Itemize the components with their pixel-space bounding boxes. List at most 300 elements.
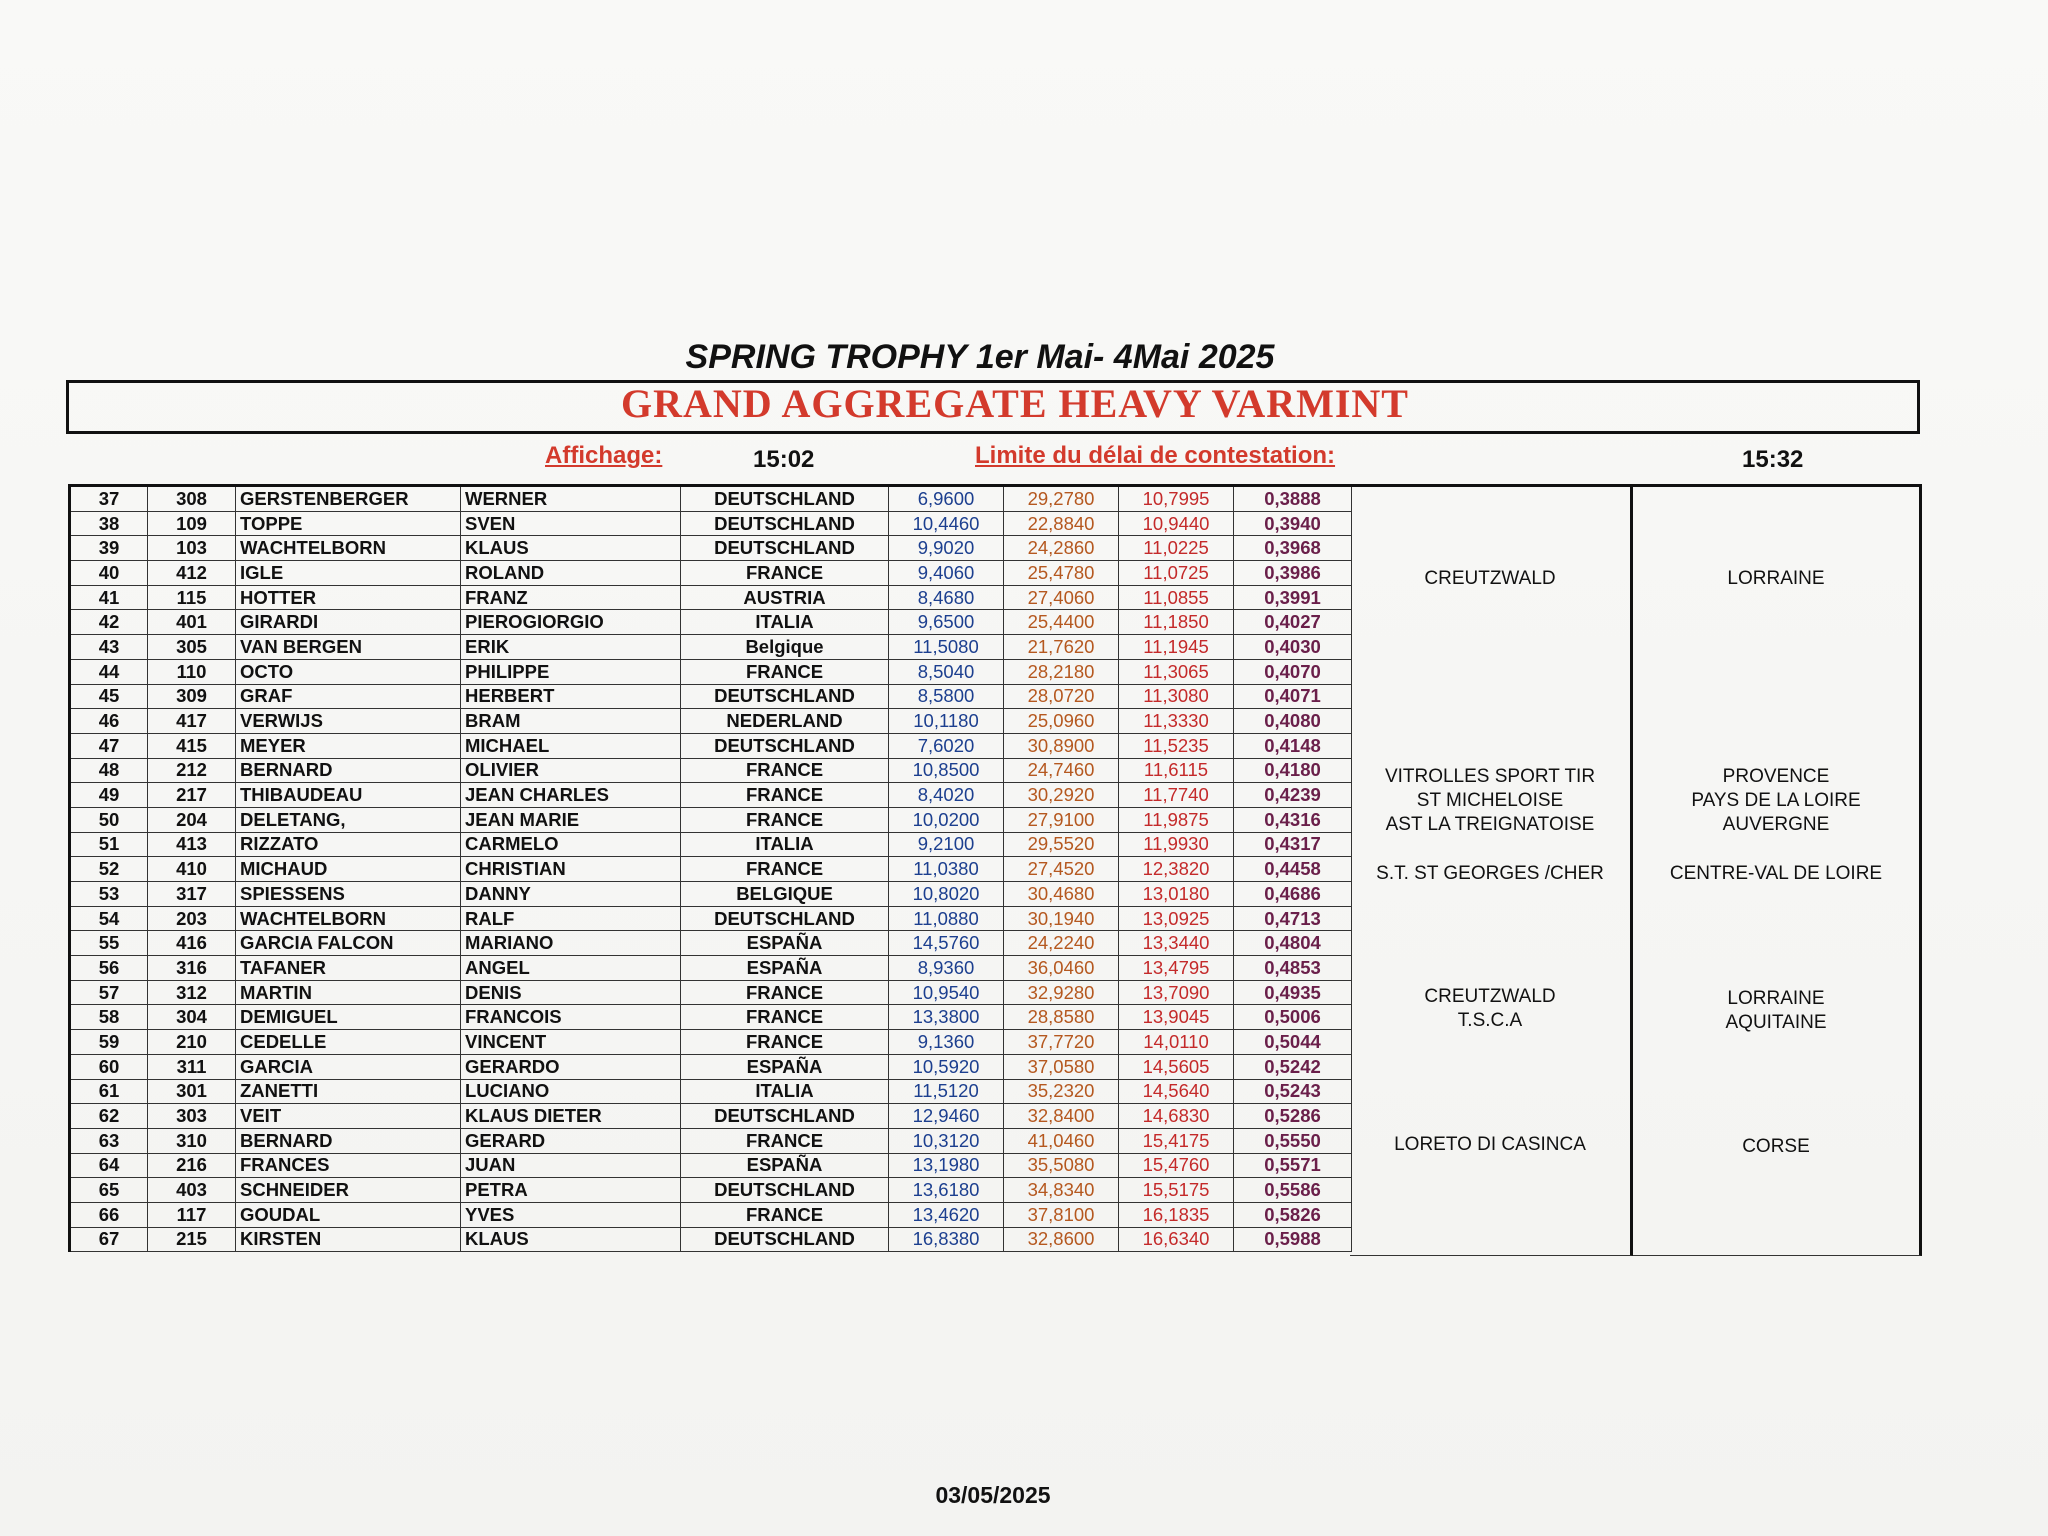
ratio-cell: 0,5242 [1234,1054,1352,1079]
table-row [70,783,1352,808]
table-row [70,659,1352,684]
bib-cell: 212 [148,758,236,783]
firstname-cell: ERIK [461,635,681,660]
score1-cell: 12,9460 [889,1104,1004,1129]
bib-cell: 308 [148,486,236,512]
rank-cell: 42 [70,610,148,635]
score1-cell: 11,5120 [889,1079,1004,1104]
ratio-cell: 0,4027 [1234,610,1352,635]
ratio-cell: 0,3986 [1234,561,1352,586]
score1-cell: 16,8380 [889,1227,1004,1252]
score3-cell: 11,3330 [1119,709,1234,734]
lastname-cell: MICHAUD [236,857,461,882]
score1-cell: 10,1180 [889,709,1004,734]
score3-cell: 13,9045 [1119,1005,1234,1030]
table-row [70,882,1352,907]
score3-cell: 13,0180 [1119,882,1234,907]
event-title: SPRING TROPHY 1er Mai- 4Mai 2025 [685,338,1275,376]
rank-cell: 40 [70,561,148,586]
lastname-cell: GARCIA FALCON [236,931,461,956]
score1-cell: 13,1980 [889,1153,1004,1178]
score2-cell: 25,4400 [1004,610,1119,635]
lastname-cell: OCTO [236,659,461,684]
score2-cell: 37,8100 [1004,1202,1119,1227]
bib-cell: 115 [148,585,236,610]
nation-cell: DEUTSCHLAND [681,684,889,709]
ratio-cell: 0,5571 [1234,1153,1352,1178]
score3-cell: 11,0855 [1119,585,1234,610]
region-name: LORRAINE [1727,988,1825,1009]
firstname-cell: RALF [461,906,681,931]
score2-cell: 30,1940 [1004,906,1119,931]
bib-cell: 110 [148,659,236,684]
bib-cell: 403 [148,1178,236,1203]
rank-cell: 43 [70,635,148,660]
competition-subtitle: GRAND AGGREGATE HEAVY VARMINT [620,381,1409,426]
club-column [1350,484,1633,1256]
nation-cell: DEUTSCHLAND [681,511,889,536]
bib-cell: 413 [148,832,236,857]
score3-cell: 11,0725 [1119,561,1234,586]
ratio-cell: 0,4148 [1234,733,1352,758]
lastname-cell: MEYER [236,733,461,758]
lastname-cell: VAN BERGEN [236,635,461,660]
bib-cell: 203 [148,906,236,931]
score2-cell: 22,8840 [1004,511,1119,536]
score1-cell: 9,2100 [889,832,1004,857]
ratio-cell: 0,4180 [1234,758,1352,783]
firstname-cell: BRAM [461,709,681,734]
firstname-cell: PHILIPPE [461,659,681,684]
nation-cell: Belgique [681,635,889,660]
score3-cell: 14,6830 [1119,1104,1234,1129]
rank-cell: 67 [70,1227,148,1252]
score3-cell: 16,1835 [1119,1202,1234,1227]
table-row [70,684,1352,709]
ratio-cell: 0,4686 [1234,882,1352,907]
nation-cell: DEUTSCHLAND [681,1104,889,1129]
score2-cell: 30,8900 [1004,733,1119,758]
score3-cell: 14,5605 [1119,1054,1234,1079]
nation-cell: ITALIA [681,832,889,857]
score1-cell: 7,6020 [889,733,1004,758]
nation-cell: ITALIA [681,1079,889,1104]
score3-cell: 13,7090 [1119,980,1234,1005]
ratio-cell: 0,5826 [1234,1202,1352,1227]
table-row [70,807,1352,832]
nation-cell: DEUTSCHLAND [681,1178,889,1203]
region-name: LORRAINE [1727,568,1825,589]
score2-cell: 32,8600 [1004,1227,1119,1252]
table-row [70,1227,1352,1252]
score3-cell: 15,5175 [1119,1178,1234,1203]
score1-cell: 8,4680 [889,585,1004,610]
table-row [70,1202,1352,1227]
score2-cell: 27,4060 [1004,585,1119,610]
firstname-cell: MICHAEL [461,733,681,758]
table-row [70,610,1352,635]
nation-cell: FRANCE [681,783,889,808]
score1-cell: 13,6180 [889,1178,1004,1203]
table-row [70,536,1352,561]
bib-cell: 301 [148,1079,236,1104]
score2-cell: 36,0460 [1004,956,1119,981]
bib-cell: 415 [148,733,236,758]
rank-cell: 61 [70,1079,148,1104]
bib-cell: 312 [148,980,236,1005]
table-row [70,511,1352,536]
table-row [70,832,1352,857]
rank-cell: 44 [70,659,148,684]
score3-cell: 14,5640 [1119,1079,1234,1104]
score3-cell: 13,0925 [1119,906,1234,931]
firstname-cell: FRANZ [461,585,681,610]
score3-cell: 13,3440 [1119,931,1234,956]
nation-cell: FRANCE [681,1030,889,1055]
ratio-cell: 0,4239 [1234,783,1352,808]
region-name: CORSE [1742,1136,1810,1157]
ratio-cell: 0,4804 [1234,931,1352,956]
bib-cell: 210 [148,1030,236,1055]
lastname-cell: DEMIGUEL [236,1005,461,1030]
score1-cell: 13,4620 [889,1202,1004,1227]
score2-cell: 37,0580 [1004,1054,1119,1079]
ratio-cell: 0,3888 [1234,486,1352,512]
table-row [70,1128,1352,1153]
lastname-cell: GOUDAL [236,1202,461,1227]
nation-cell: FRANCE [681,1202,889,1227]
score2-cell: 32,8400 [1004,1104,1119,1129]
firstname-cell: WERNER [461,486,681,512]
score1-cell: 13,3800 [889,1005,1004,1030]
table-row [70,1153,1352,1178]
score2-cell: 35,5080 [1004,1153,1119,1178]
lastname-cell: RIZZATO [236,832,461,857]
rank-cell: 37 [70,486,148,512]
lastname-cell: HOTTER [236,585,461,610]
score2-cell: 25,4780 [1004,561,1119,586]
score1-cell: 11,0880 [889,906,1004,931]
bib-cell: 416 [148,931,236,956]
lastname-cell: MARTIN [236,980,461,1005]
firstname-cell: MARIANO [461,931,681,956]
ratio-cell: 0,3968 [1234,536,1352,561]
ratio-cell: 0,3940 [1234,511,1352,536]
nation-cell: BELGIQUE [681,882,889,907]
ratio-cell: 0,5044 [1234,1030,1352,1055]
firstname-cell: VINCENT [461,1030,681,1055]
lastname-cell: VEIT [236,1104,461,1129]
nation-cell: FRANCE [681,659,889,684]
table-row [70,1104,1352,1129]
nation-cell: DEUTSCHLAND [681,486,889,512]
club-name: AST LA TREIGNATOISE [1385,814,1595,835]
firstname-cell: YVES [461,1202,681,1227]
score2-cell: 41,0460 [1004,1128,1119,1153]
score1-cell: 9,1360 [889,1030,1004,1055]
lastname-cell: IGLE [236,561,461,586]
score2-cell: 27,4520 [1004,857,1119,882]
ratio-cell: 0,5988 [1234,1227,1352,1252]
lastname-cell: ZANETTI [236,1079,461,1104]
score2-cell: 24,2240 [1004,931,1119,956]
score2-cell: 30,4680 [1004,882,1119,907]
table-row [70,758,1352,783]
ratio-cell: 0,4713 [1234,906,1352,931]
club-name: ST MICHELOISE [1416,790,1564,811]
rank-cell: 49 [70,783,148,808]
lastname-cell: BERNARD [236,1128,461,1153]
score1-cell: 10,5920 [889,1054,1004,1079]
bib-cell: 103 [148,536,236,561]
rank-cell: 60 [70,1054,148,1079]
rank-cell: 54 [70,906,148,931]
nation-cell: FRANCE [681,758,889,783]
score2-cell: 24,7460 [1004,758,1119,783]
rank-cell: 52 [70,857,148,882]
score1-cell: 6,9600 [889,486,1004,512]
score1-cell: 9,9020 [889,536,1004,561]
score2-cell: 35,2320 [1004,1079,1119,1104]
lastname-cell: TOPPE [236,511,461,536]
lastname-cell: TAFANER [236,956,461,981]
region-name: CENTRE-VAL DE LOIRE [1669,863,1883,884]
lastname-cell: SCHNEIDER [236,1178,461,1203]
firstname-cell: DANNY [461,882,681,907]
rank-cell: 47 [70,733,148,758]
nation-cell: DEUTSCHLAND [681,536,889,561]
firstname-cell: JEAN CHARLES [461,783,681,808]
table-row [70,980,1352,1005]
print-date: 03/05/2025 [935,1482,1051,1508]
firstname-cell: DENIS [461,980,681,1005]
lastname-cell: WACHTELBORN [236,536,461,561]
score1-cell: 9,6500 [889,610,1004,635]
table-row [70,486,1352,512]
table-row [70,1005,1352,1030]
nation-cell: NEDERLAND [681,709,889,734]
rank-cell: 51 [70,832,148,857]
region-name: AQUITAINE [1725,1012,1827,1033]
score3-cell: 11,9875 [1119,807,1234,832]
bib-cell: 303 [148,1104,236,1129]
bib-cell: 204 [148,807,236,832]
ratio-cell: 0,5243 [1234,1079,1352,1104]
firstname-cell: PIEROGIORGIO [461,610,681,635]
club-name: CREUTZWALD [1424,568,1556,589]
nation-cell: FRANCE [681,1128,889,1153]
club-name: T.S.C.A [1457,1010,1523,1031]
score1-cell: 10,8020 [889,882,1004,907]
region-name: PROVENCE [1722,766,1830,787]
nation-cell: ESPAÑA [681,1153,889,1178]
score3-cell: 11,1850 [1119,610,1234,635]
bib-cell: 311 [148,1054,236,1079]
score1-cell: 10,9540 [889,980,1004,1005]
region-name: AUVERGNE [1722,814,1830,835]
score2-cell: 21,7620 [1004,635,1119,660]
table-row [70,585,1352,610]
bib-cell: 412 [148,561,236,586]
limite-time: 15:32 [1742,446,1804,473]
ratio-cell: 0,5286 [1234,1104,1352,1129]
firstname-cell: SVEN [461,511,681,536]
score2-cell: 32,9280 [1004,980,1119,1005]
score1-cell: 8,9360 [889,956,1004,981]
ratio-cell: 0,4458 [1234,857,1352,882]
score3-cell: 12,3820 [1119,857,1234,882]
score3-cell: 11,9930 [1119,832,1234,857]
table-row [70,561,1352,586]
bib-cell: 410 [148,857,236,882]
rank-cell: 41 [70,585,148,610]
rank-cell: 65 [70,1178,148,1203]
bib-cell: 217 [148,783,236,808]
lastname-cell: GIRARDI [236,610,461,635]
firstname-cell: JEAN MARIE [461,807,681,832]
score2-cell: 37,7720 [1004,1030,1119,1055]
nation-cell: ESPAÑA [681,1054,889,1079]
table-row [70,1178,1352,1203]
rank-cell: 46 [70,709,148,734]
lastname-cell: BERNARD [236,758,461,783]
score1-cell: 11,0380 [889,857,1004,882]
nation-cell: DEUTSCHLAND [681,906,889,931]
ratio-cell: 0,5550 [1234,1128,1352,1153]
score1-cell: 8,5040 [889,659,1004,684]
nation-cell: DEUTSCHLAND [681,1227,889,1252]
score3-cell: 15,4760 [1119,1153,1234,1178]
rank-cell: 45 [70,684,148,709]
score1-cell: 10,4460 [889,511,1004,536]
rank-cell: 38 [70,511,148,536]
score2-cell: 28,2180 [1004,659,1119,684]
nation-cell: FRANCE [681,1005,889,1030]
score1-cell: 8,4020 [889,783,1004,808]
table-row [70,931,1352,956]
rank-cell: 39 [70,536,148,561]
lastname-cell: GERSTENBERGER [236,486,461,512]
ratio-cell: 0,4853 [1234,956,1352,981]
bib-cell: 216 [148,1153,236,1178]
score2-cell: 30,2920 [1004,783,1119,808]
score2-cell: 29,5520 [1004,832,1119,857]
score3-cell: 14,0110 [1119,1030,1234,1055]
lastname-cell: THIBAUDEAU [236,783,461,808]
ratio-cell: 0,4030 [1234,635,1352,660]
rank-cell: 62 [70,1104,148,1129]
score1-cell: 10,3120 [889,1128,1004,1153]
rank-cell: 48 [70,758,148,783]
nation-cell: FRANCE [681,857,889,882]
table-row [70,635,1352,660]
firstname-cell: PETRA [461,1178,681,1203]
ratio-cell: 0,4317 [1234,832,1352,857]
ratio-cell: 0,5006 [1234,1005,1352,1030]
results-rows [70,486,1352,1252]
firstname-cell: JUAN [461,1153,681,1178]
lastname-cell: GRAF [236,684,461,709]
lastname-cell: SPIESSENS [236,882,461,907]
firstname-cell: GERARDO [461,1054,681,1079]
score2-cell: 27,9100 [1004,807,1119,832]
firstname-cell: LUCIANO [461,1079,681,1104]
rank-cell: 53 [70,882,148,907]
rank-cell: 63 [70,1128,148,1153]
ratio-cell: 0,3991 [1234,585,1352,610]
score3-cell: 16,6340 [1119,1227,1234,1252]
nation-cell: ESPAÑA [681,931,889,956]
score2-cell: 34,8340 [1004,1178,1119,1203]
ratio-cell: 0,4935 [1234,980,1352,1005]
firstname-cell: GERARD [461,1128,681,1153]
firstname-cell: KLAUS DIETER [461,1104,681,1129]
score3-cell: 15,4175 [1119,1128,1234,1153]
bib-cell: 310 [148,1128,236,1153]
lastname-cell: FRANCES [236,1153,461,1178]
ratio-cell: 0,4070 [1234,659,1352,684]
score3-cell: 11,7740 [1119,783,1234,808]
firstname-cell: OLIVIER [461,758,681,783]
affichage-time: 15:02 [753,446,815,473]
firstname-cell: HERBERT [461,684,681,709]
rank-cell: 58 [70,1005,148,1030]
rank-cell: 64 [70,1153,148,1178]
table-row [70,857,1352,882]
table-row [70,1079,1352,1104]
nation-cell: FRANCE [681,980,889,1005]
bib-cell: 401 [148,610,236,635]
score2-cell: 24,2860 [1004,536,1119,561]
table-row [70,1054,1352,1079]
score1-cell: 14,5760 [889,931,1004,956]
rank-cell: 56 [70,956,148,981]
table-row [70,1030,1352,1055]
firstname-cell: FRANCOIS [461,1005,681,1030]
bib-cell: 316 [148,956,236,981]
score3-cell: 10,9440 [1119,511,1234,536]
bib-cell: 109 [148,511,236,536]
region-column [1633,484,1922,1256]
table-row [70,956,1352,981]
region-name: PAYS DE LA LOIRE [1691,790,1861,811]
score3-cell: 10,7995 [1119,486,1234,512]
nation-cell: FRANCE [681,807,889,832]
nation-cell: AUSTRIA [681,585,889,610]
nation-cell: ITALIA [681,610,889,635]
score3-cell: 13,4795 [1119,956,1234,981]
club-name: CREUTZWALD [1424,986,1556,1007]
score3-cell: 11,0225 [1119,536,1234,561]
firstname-cell: KLAUS [461,1227,681,1252]
bib-cell: 317 [148,882,236,907]
rank-cell: 66 [70,1202,148,1227]
rank-cell: 50 [70,807,148,832]
nation-cell: ESPAÑA [681,956,889,981]
rank-cell: 55 [70,931,148,956]
lastname-cell: CEDELLE [236,1030,461,1055]
club-name: S.T. ST GEORGES /CHER [1376,863,1604,884]
firstname-cell: ANGEL [461,956,681,981]
score2-cell: 28,0720 [1004,684,1119,709]
rank-cell: 59 [70,1030,148,1055]
affichage-label: Affichage: [545,442,663,469]
lastname-cell: DELETANG, [236,807,461,832]
results-table [68,484,1352,1252]
lastname-cell: GARCIA [236,1054,461,1079]
score3-cell: 11,3065 [1119,659,1234,684]
score2-cell: 25,0960 [1004,709,1119,734]
